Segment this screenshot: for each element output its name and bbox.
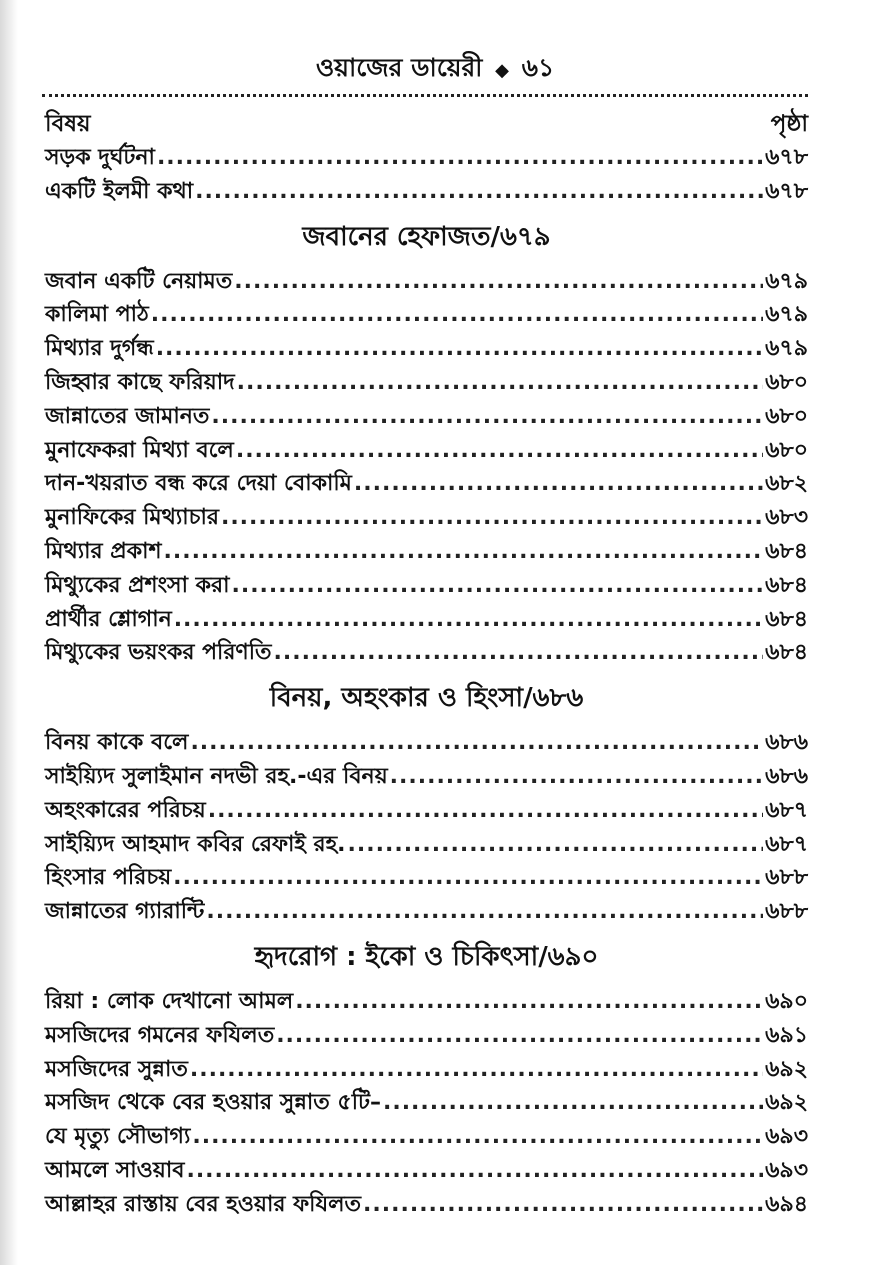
toc-row bbox=[45, 1052, 808, 1086]
dot-leader bbox=[276, 1023, 763, 1048]
toc-entry-page: ৬৮০ bbox=[765, 369, 808, 395]
dot-leader bbox=[208, 798, 763, 823]
dot-leader bbox=[157, 145, 763, 170]
toc-entry-page: ৬৮৮ bbox=[765, 865, 808, 891]
column-headings bbox=[45, 105, 808, 144]
dot-leader bbox=[174, 607, 763, 632]
toc-entry-title: হিংসার পরিচয় bbox=[45, 865, 172, 891]
diamond-icon: ◆ bbox=[495, 60, 509, 81]
page-heading: পৃষ্ঠা bbox=[770, 111, 808, 137]
section-heading: বিনয়, অহংকার ও হিংসা/৬৮৬ bbox=[269, 683, 584, 714]
toc-row bbox=[45, 331, 808, 365]
toc-entry-title: জান্নাতের জামানত bbox=[45, 403, 210, 429]
page-edge-shadow bbox=[0, 0, 18, 1265]
dot-leader bbox=[348, 832, 764, 857]
dot-leader bbox=[156, 336, 763, 361]
toc-entry-page: ৬৮০ bbox=[765, 403, 808, 429]
toc-entry-page: ৬৭৯ bbox=[765, 336, 808, 362]
toc-entry-page: ৬৭৯ bbox=[765, 268, 808, 294]
toc-row bbox=[45, 793, 808, 827]
dot-leader bbox=[164, 539, 764, 564]
toc-entry-title: সাইয়্যিদ আহমাদ কবির রেফাই রহ. bbox=[45, 831, 346, 857]
toc-entry-page: ৬৯৩ bbox=[765, 1157, 808, 1183]
toc-row bbox=[45, 1018, 808, 1052]
toc-entry-page: ৬৯০ bbox=[765, 988, 808, 1014]
toc-entry-page: ৬৮০ bbox=[765, 437, 808, 463]
toc-row bbox=[45, 1153, 808, 1187]
toc-entry-page: ৬৮৬ bbox=[765, 763, 808, 789]
book-title: ওয়াজের ডায়েরী bbox=[315, 53, 483, 82]
subject-heading: বিষয় bbox=[45, 111, 91, 137]
toc-entry-title: মিথ্যার দুর্গন্ধ bbox=[45, 336, 154, 362]
toc-row bbox=[45, 860, 808, 894]
toc-entry-title: জিহ্বার কাছে ফরিয়াদ bbox=[45, 369, 235, 395]
toc-entry-title: কালিমা পাঠ bbox=[45, 302, 149, 328]
toc-entry-title: মিথ্যার প্রকাশ bbox=[45, 538, 162, 564]
toc-entry-title: মুনাফিকের মিথ্যাচার bbox=[45, 505, 219, 531]
toc-entry-page: ৬৮৬ bbox=[765, 730, 808, 756]
toc-entry-title: মুনাফেকরা মিথ্যা বলে bbox=[45, 437, 234, 463]
toc-entry-page: ৬৮৪ bbox=[765, 640, 808, 666]
toc-entry-title: প্রার্থীর শ্লোগান bbox=[45, 606, 172, 632]
dot-leader bbox=[383, 1090, 763, 1115]
toc-entry-page: ৬৮৪ bbox=[765, 538, 808, 564]
toc-row bbox=[45, 534, 808, 568]
toc-entry-title: জবান একটি নেয়ামত bbox=[45, 268, 233, 294]
toc-entry-title: জান্নাতের গ্যারান্টি bbox=[45, 899, 205, 925]
section-heading: জবানের হেফাজত/৬৭৯ bbox=[302, 221, 551, 252]
toc-row bbox=[45, 297, 808, 331]
dot-leader bbox=[151, 302, 763, 327]
toc-entry-title: সাইয়্যিদ সুলাইমান নদভী রহ.-এর বিনয় bbox=[45, 763, 388, 789]
dot-leader bbox=[363, 1192, 763, 1217]
toc-entry-page: ৬৮৭ bbox=[765, 831, 808, 857]
toc-entry-title: মিথ্যুকের ভয়ংকর পরিণতি bbox=[45, 640, 272, 666]
toc-row bbox=[45, 174, 808, 208]
toc-entry-title: আল্লাহর রাস্তায় বের হওয়ার ফযিলত bbox=[45, 1191, 362, 1217]
toc-entry-page: ৬৯২ bbox=[765, 1090, 808, 1116]
toc-entry-page: ৬৮৪ bbox=[765, 572, 808, 598]
toc-entry-page: ৬৭৮ bbox=[765, 145, 808, 170]
dot-leader bbox=[221, 505, 763, 530]
dot-leader bbox=[295, 989, 763, 1014]
toc-row bbox=[45, 568, 808, 602]
toc-entry-title: একটি ইলমী কথা bbox=[45, 178, 194, 204]
dot-leader bbox=[186, 1158, 763, 1183]
toc-row bbox=[45, 984, 808, 1018]
dot-leader bbox=[190, 730, 763, 755]
toc-row bbox=[45, 1085, 808, 1119]
toc-row bbox=[45, 759, 808, 793]
toc-entry-title: মসজিদের সুন্নাত bbox=[45, 1056, 188, 1082]
toc-entry-page: ৬৯৩ bbox=[765, 1124, 808, 1150]
toc-entry-page: ৬৯২ bbox=[765, 1056, 808, 1082]
toc-entry-title: মিথ্যুকের প্রশংসা করা bbox=[45, 572, 230, 598]
toc-entry-title: অহংকারের পরিচয় bbox=[45, 797, 206, 823]
section-heading: হৃদরোগ : ইকো ও চিকিৎসা/৬৯০ bbox=[254, 941, 599, 972]
toc-row bbox=[45, 264, 808, 298]
toc-row bbox=[45, 894, 808, 928]
toc-entry-title: দান-খয়রাত বন্ধ করে দেয়া বোকামি bbox=[45, 471, 352, 497]
dot-leader bbox=[195, 179, 763, 204]
toc-entry-title: মসজিদের গমনের ফযিলত bbox=[45, 1022, 275, 1048]
dot-leader bbox=[192, 1124, 763, 1149]
dot-leader bbox=[173, 865, 763, 890]
toc-row bbox=[45, 433, 808, 467]
toc-row bbox=[45, 635, 808, 669]
toc-row bbox=[45, 1119, 808, 1153]
toc-row bbox=[45, 725, 808, 759]
dot-leader bbox=[354, 471, 763, 496]
toc-entry-title: রিয়া : লোক দেখানো আমল bbox=[45, 988, 294, 1014]
toc-row bbox=[45, 466, 808, 500]
toc-entry-page: ৬৯১ bbox=[765, 1022, 808, 1048]
toc-entry-title: মসজিদ থেকে বের হওয়ার সুন্নাত ৫টি– bbox=[45, 1090, 381, 1116]
dot-leader bbox=[236, 438, 763, 463]
toc-entry-page: ৬৮৭ bbox=[765, 797, 808, 823]
toc-row bbox=[45, 399, 808, 433]
toc-entry-page: ৬৮৪ bbox=[765, 606, 808, 632]
toc-entry-title: সড়ক দুর্ঘটনা bbox=[45, 145, 155, 170]
dot-leader bbox=[231, 573, 763, 598]
toc-entry-title: বিনয় কাকে বলে bbox=[45, 730, 189, 756]
toc-row bbox=[45, 140, 808, 174]
toc-row bbox=[45, 602, 808, 636]
dot-leader bbox=[274, 640, 764, 665]
table-of-contents bbox=[45, 140, 808, 1221]
dot-leader bbox=[234, 269, 763, 294]
toc-entry-title: যে মৃত্যু সৌভাগ্য bbox=[45, 1124, 191, 1150]
dot-leader bbox=[237, 370, 763, 395]
dot-leader bbox=[211, 404, 763, 429]
toc-entry-page: ৬৭৯ bbox=[765, 302, 808, 328]
dot-leader bbox=[390, 764, 763, 789]
running-header bbox=[0, 48, 870, 91]
toc-entry-page: ৬৯৪ bbox=[765, 1191, 808, 1217]
header-divider bbox=[42, 94, 808, 97]
toc-row bbox=[45, 827, 808, 861]
toc-row bbox=[45, 500, 808, 534]
toc-entry-page: ৬৭৮ bbox=[765, 178, 808, 204]
toc-entry-page: ৬৮৮ bbox=[765, 899, 808, 925]
toc-entry-page: ৬৮২ bbox=[765, 471, 808, 497]
toc-entry-page: ৬৮৩ bbox=[765, 505, 808, 531]
dot-leader bbox=[206, 899, 763, 924]
page-number: ৬১ bbox=[521, 53, 555, 82]
toc-row bbox=[45, 1187, 808, 1221]
toc-entry-title: আমলে সাওয়াব bbox=[45, 1157, 185, 1183]
dot-leader bbox=[190, 1057, 763, 1082]
toc-row bbox=[45, 365, 808, 399]
